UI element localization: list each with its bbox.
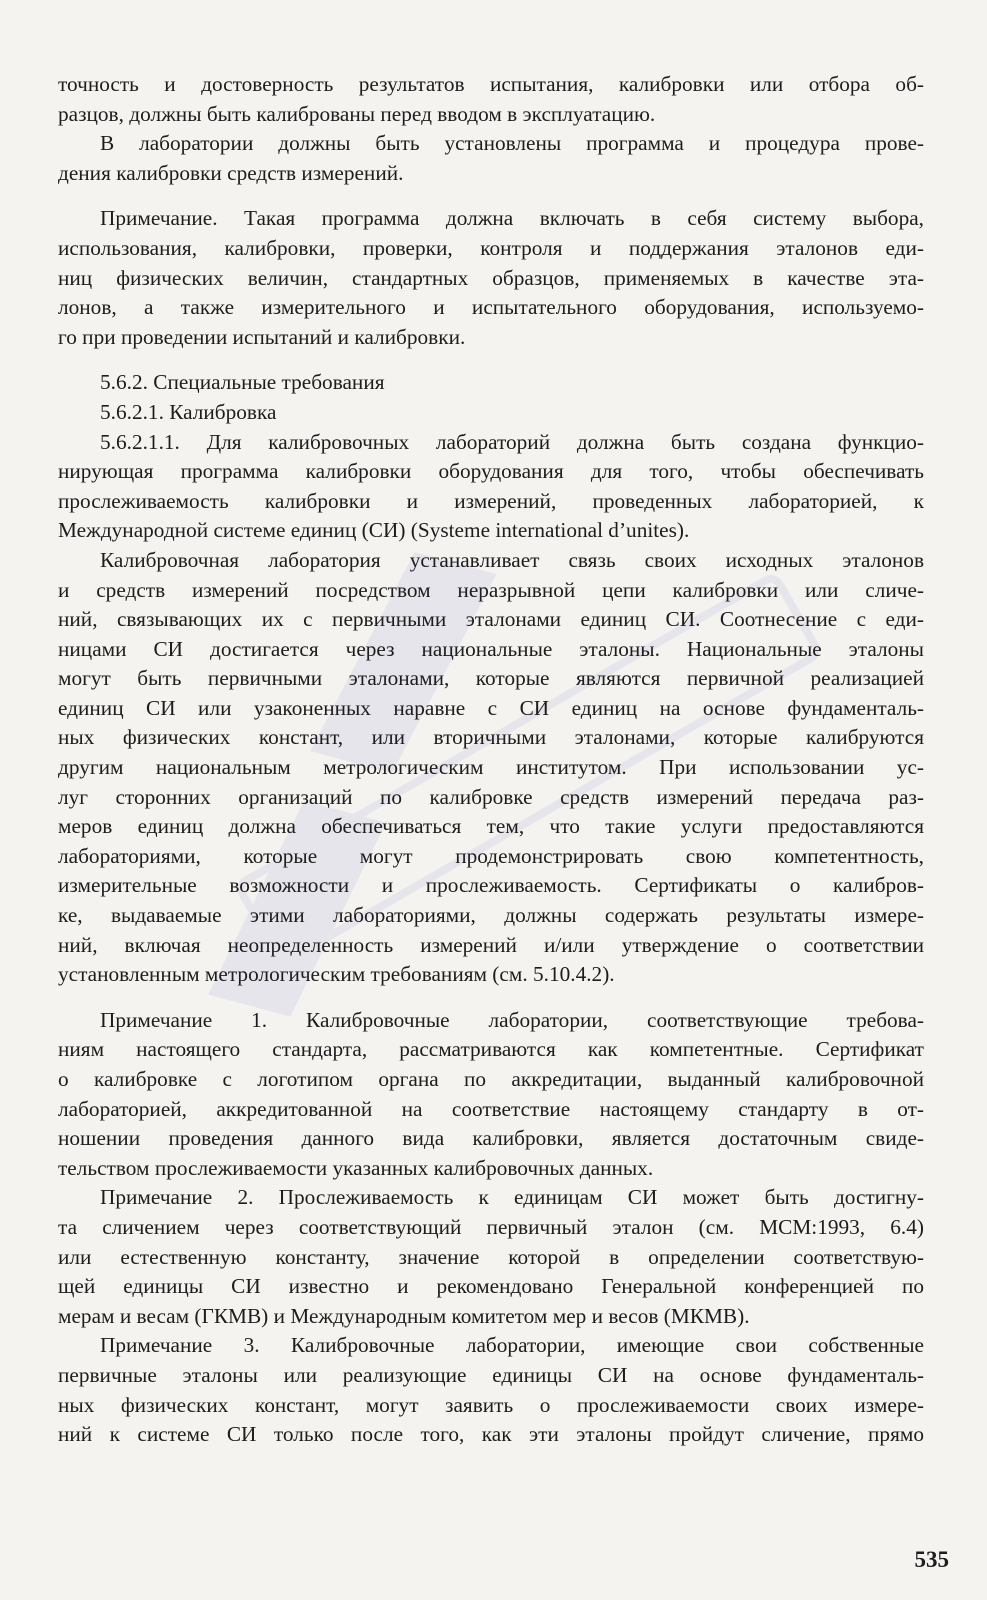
text-line: прослеживаемость калибровки и измерений, проведенных лабораторией, к <box>58 488 924 513</box>
text-line: и средств измерений посредством неразрывной цепи калибровки или сличе- <box>58 577 924 602</box>
text-line: Примечание 2. Прослеживаемость к единицам СИ может быть достигну- <box>100 1185 924 1210</box>
text-line: та сличением через соответствующий первичный эталон (см. МСМ:1993, 6.4) <box>58 1214 924 1239</box>
text-line: ных физических констант, могут заявить о прослеживаемости своих измере- <box>58 1392 924 1417</box>
text-line: первичные эталоны или реализующие единицы СИ на основе фундаменталь- <box>58 1362 924 1387</box>
text-line: ке, выдаваемые этими лабораториями, должны содержать результаты измере- <box>58 903 924 928</box>
page-number: 535 <box>914 1547 949 1572</box>
text-line: В лаборатории должны быть установлены программа и процедура прове- <box>100 131 924 156</box>
text-line: могут быть первичными эталонами, которые являются первичной реализацией <box>58 666 924 691</box>
note-3 <box>58 1331 924 1449</box>
text-line: единиц СИ или узаконенных наравне с СИ единиц на основе фундаменталь- <box>58 695 924 720</box>
paragraph-calibration-lab <box>58 546 924 990</box>
section-heading-5-6-2 <box>58 368 924 398</box>
text-line: ний, связывающих их с первичными эталонами единиц СИ. Соотнесение с еди- <box>58 607 924 632</box>
text-line: использования, калибровки, проверки, контроля и поддержания эталонов еди- <box>58 235 924 260</box>
text-line: лабораториями, которые могут продемонстрировать свою компетентность, <box>58 843 924 868</box>
text-line: ний к системе СИ только после того, как эти эталоны пройдут сличение, прямо <box>58 1422 924 1447</box>
text-line: щей единицы СИ известно и рекомендовано Генеральной конференцией по <box>58 1274 924 1299</box>
text-line: меров единиц должна обеспечиваться тем, что такие услуги предоставляются <box>58 814 924 839</box>
text-line: ных физических констант, или вторичными эталонами, которые калибруются <box>58 725 924 750</box>
text-line: установленным метрологическим требованиям (см. 5.10.4.2). <box>58 962 615 987</box>
text-line: точность и достоверность результатов испытания, калибровки или отбора об- <box>58 72 924 96</box>
text-line: мерам и весам (ГКМВ) и Международным комитетом мер и весов (МКМВ). <box>58 1303 750 1328</box>
text-line: ницами СИ достигается через национальные эталоны. Национальные эталоны <box>58 636 924 661</box>
note-1 <box>58 1006 924 1184</box>
text-line: ний, включая неопределенность измерений и/или утверждение о соответствии <box>58 932 924 957</box>
text-line: или естественную константу, значение которой в определении соответствую- <box>58 1244 924 1269</box>
text-line: дения калибровки средств измерений. <box>58 160 404 185</box>
note-2 <box>58 1183 924 1331</box>
paragraph-5-6-2-1-1 <box>58 428 924 546</box>
text-line: нирующая программа калибровки оборудования для того, чтобы обеспечивать <box>58 459 924 484</box>
text-line: тельством прослеживаемости указанных калибровочных данных. <box>58 1155 654 1180</box>
text-line: ниц физических величин, стандартных образцов, применяемых в качестве эта- <box>58 265 924 290</box>
text-line: Международной системе единиц (СИ) (Systeme international d’unites). <box>58 518 690 543</box>
text-line: 5.6.2.1.1. Для калибровочных лабораторий должна быть создана функцио- <box>100 429 924 454</box>
note-program <box>58 204 924 352</box>
text-line: лабораторией, аккредитованной на соответствие настоящему стандарту в от- <box>58 1096 924 1121</box>
text-line: другим национальным метрологическим институтом. При использовании ус- <box>58 755 924 780</box>
text-line: лонов, а также измерительного и испытательного оборудования, используемо- <box>58 295 924 320</box>
text-line: измерительные возможности и прослеживаемость. Сертификаты о калибров- <box>58 873 924 898</box>
text-line: ношении проведения данного вида калибровки, является достаточным свиде- <box>58 1126 924 1151</box>
text-line: Калибровочная лаборатория устанавливает связь своих исходных эталонов <box>100 547 924 572</box>
text-line: разцов, должны быть калиброваны перед вводом в эксплуатацию. <box>58 101 656 126</box>
document-body <box>58 70 924 1450</box>
text-line: луг сторонних организаций по калибровке средств измерений передача раз- <box>58 784 924 809</box>
document-page <box>58 70 924 1570</box>
paragraph-1 <box>58 70 924 129</box>
text-line: го при проведении испытаний и калибровки. <box>58 324 466 349</box>
text-line: Примечание 3. Калибровочные лаборатории, имеющие свои собственные <box>100 1333 924 1358</box>
section-heading: 5.6.2.1. Калибровка <box>100 399 277 424</box>
text-line: Примечание. Такая программа должна включать в себя систему выбора, <box>100 206 924 231</box>
section-heading-5-6-2-1 <box>58 398 924 428</box>
section-heading: 5.6.2. Специальные требования <box>100 370 385 395</box>
text-line: о калибровке с логотипом органа по аккредитации, выданный калибровочной <box>58 1067 924 1091</box>
text-line: ниям настоящего стандарта, рассматриваются как компетентные. Сертификат <box>58 1037 924 1062</box>
paragraph-2 <box>58 129 924 188</box>
text-line: Примечание 1. Калибровочные лаборатории, соответствующие требова- <box>100 1007 924 1032</box>
